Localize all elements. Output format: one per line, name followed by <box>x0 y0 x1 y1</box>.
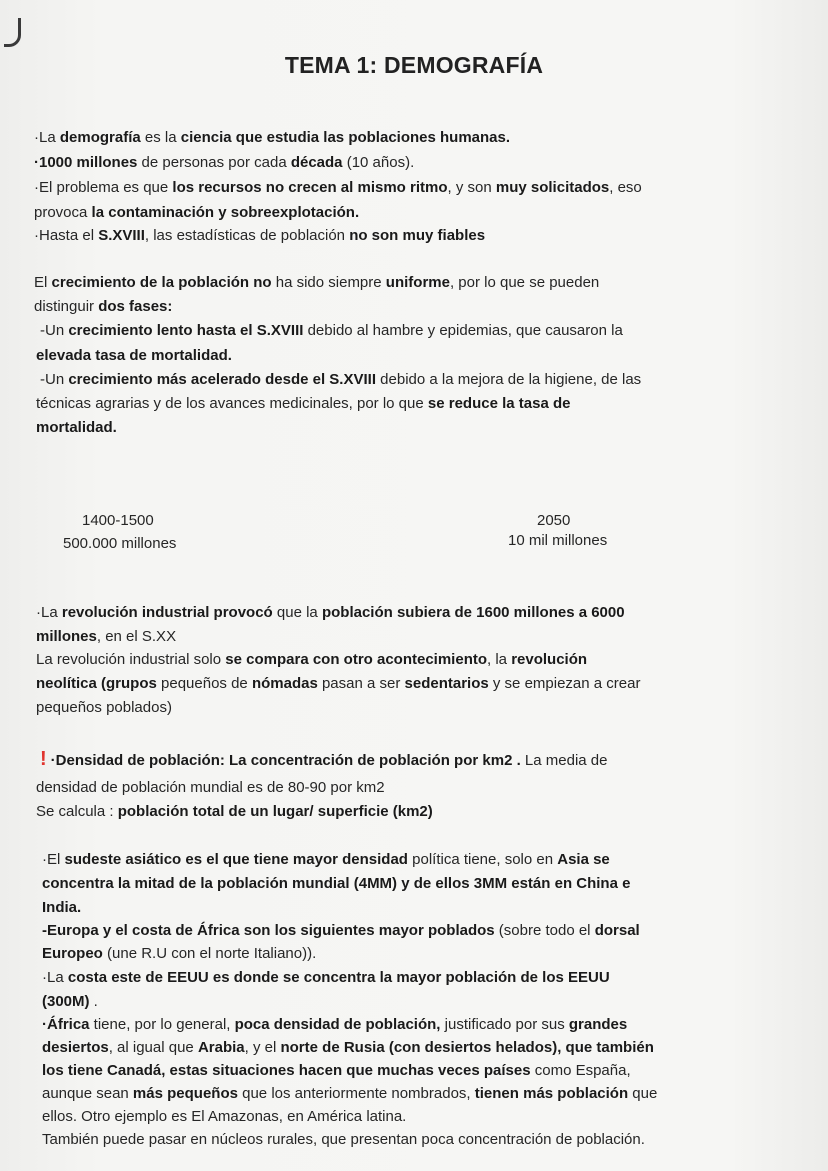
bold-text: crecimiento de la población no <box>51 274 272 291</box>
text-line <box>42 967 610 989</box>
text-line <box>42 1129 645 1151</box>
bold-text: millones <box>36 628 97 645</box>
bold-text: ciencia que estudia las poblaciones humanas. <box>180 129 511 146</box>
plain-text: También puede pasar en núcleos rurales, que presentan poca concentración de población. <box>42 1131 645 1148</box>
text-line <box>42 1106 406 1128</box>
bold-text: (300M) <box>42 993 90 1010</box>
text-line <box>36 649 587 671</box>
bold-text: la contaminación y sobreexplotación. <box>91 204 360 221</box>
plain-text: , eso <box>609 179 642 196</box>
text-line <box>34 152 414 174</box>
text-line <box>36 417 117 439</box>
bold-text: más pequeños <box>132 1085 238 1102</box>
plain-text: -Un <box>40 371 69 388</box>
bold-text: población subiera de 1600 millones a 6000 <box>321 604 625 621</box>
bold-text: poca densidad de población, <box>234 1016 441 1033</box>
plain-text: , las estadísticas de población <box>144 227 350 244</box>
text-line <box>34 272 599 294</box>
plain-text: pasan a ser <box>317 675 405 692</box>
bold-text: década <box>290 154 343 171</box>
text-line <box>42 1014 627 1036</box>
text-line <box>34 296 172 318</box>
plain-text: 500.000 millones <box>63 535 177 552</box>
text-line <box>42 943 316 965</box>
bold-text: Europeo <box>42 945 103 962</box>
text-line <box>42 1037 654 1059</box>
bold-text: los tiene Canadá, estas situaciones hacen que muchas veces países <box>42 1062 531 1079</box>
text-line <box>34 202 359 224</box>
text-line <box>36 673 640 695</box>
plain-text: ha sido siempre <box>271 274 386 291</box>
bold-text: se reduce la tasa de <box>427 395 571 412</box>
bold-text: muy solicitados <box>495 179 610 196</box>
bold-text: ·1000 millones <box>34 154 138 171</box>
plain-text: La media de <box>520 752 608 769</box>
bold-text: demografía <box>59 129 141 146</box>
text-line <box>36 345 232 367</box>
bold-text: elevada tasa de mortalidad. <box>36 347 232 364</box>
text-line <box>34 225 485 247</box>
plain-text: ·El <box>42 851 65 868</box>
plain-text: ·El problema es que <box>34 179 173 196</box>
bold-text: crecimiento más acelerado desde el S.XVIII <box>68 371 376 388</box>
plain-text: que <box>628 1085 658 1102</box>
plain-text: 2050 <box>537 512 571 529</box>
page-title: TEMA 1: DEMOGRAFÍA <box>284 52 544 78</box>
plain-text: 10 mil millones <box>508 532 608 549</box>
plain-text: pequeños de <box>156 675 252 692</box>
plain-text: ·La <box>36 604 62 621</box>
text-line <box>42 920 640 942</box>
text-line <box>42 873 630 895</box>
plain-text: y se empiezan a crear <box>488 675 641 692</box>
plain-text: (sobre todo el <box>494 922 595 939</box>
bold-text: concentra la mitad de la población mundial (4MM) y de ellos 3MM están en China e <box>42 875 631 892</box>
bold-text: revolución <box>511 651 588 668</box>
plain-text: , la <box>487 651 512 668</box>
bold-text: uniforme <box>385 274 450 291</box>
binder-ring-mark <box>4 18 21 47</box>
plain-text: justificado por sus <box>440 1016 569 1033</box>
text-line <box>40 369 641 391</box>
plain-text: , y son <box>447 179 496 196</box>
plain-text: ellos. Otro ejemplo es El Amazonas, en América latina. <box>42 1108 407 1125</box>
bold-text: S.XVIII <box>98 227 145 244</box>
text-line <box>36 777 385 799</box>
plain-text: aunque sean <box>42 1085 133 1102</box>
plain-text: -Un <box>40 322 69 339</box>
text-line <box>42 991 98 1013</box>
bold-text: desiertos <box>42 1039 109 1056</box>
bold-text: dorsal <box>594 922 640 939</box>
bold-text: neolítica (grupos <box>36 675 157 692</box>
text-line <box>34 127 510 149</box>
plain-text: es la <box>140 129 181 146</box>
bold-text: ·Densidad de población: La concentración de población por km2 . <box>50 752 521 769</box>
text-line <box>36 697 172 719</box>
bold-text: Arabia <box>197 1039 245 1056</box>
plain-text: como España, <box>530 1062 631 1079</box>
bold-text: costa este de EEUU es donde se concentra la mayor población de los EEUU <box>67 969 610 986</box>
text-line <box>82 510 154 532</box>
plain-text: (10 años). <box>342 154 415 171</box>
plain-text: que la <box>272 604 322 621</box>
text-line <box>42 897 81 919</box>
text-line <box>34 177 642 199</box>
bold-text: India. <box>42 899 82 916</box>
plain-text: 1400-1500 <box>82 512 154 529</box>
bold-text: ·África <box>42 1016 90 1033</box>
text-line <box>36 393 570 415</box>
plain-text: que los anteriormente nombrados, <box>237 1085 475 1102</box>
text-line <box>42 849 610 871</box>
bold-text: -Europa y el costa de África son los siguientes mayor poblados <box>42 922 495 939</box>
text-line <box>36 602 625 624</box>
bold-text: no son muy fiables <box>349 227 486 244</box>
plain-text: distinguir <box>34 298 99 315</box>
plain-text: . <box>89 993 98 1010</box>
text-line <box>63 533 176 555</box>
bold-text: dos fases: <box>98 298 173 315</box>
bold-text: tienen más población <box>474 1085 629 1102</box>
text-line <box>40 748 607 772</box>
bold-text: sudeste asiático es el que tiene mayor densidad <box>64 851 408 868</box>
plain-text: técnicas agrarias y de los avances medicinales, por lo que <box>36 395 428 412</box>
bold-text: mortalidad. <box>36 419 117 436</box>
plain-text: debido al hambre y epidemias, que causaron la <box>303 322 623 339</box>
plain-text: ·La <box>34 129 60 146</box>
bold-text: sedentarios <box>404 675 489 692</box>
plain-text: , y el <box>244 1039 281 1056</box>
plain-text: política tiene, solo en <box>407 851 558 868</box>
plain-text: , al igual que <box>108 1039 198 1056</box>
bold-text: nómadas <box>251 675 318 692</box>
exclamation-icon: ! <box>40 748 47 770</box>
text-line <box>42 1083 657 1105</box>
plain-text: debido a la mejora de la higiene, de las <box>376 371 642 388</box>
plain-text: (une R.U con el norte Italiano)). <box>102 945 317 962</box>
plain-text: , en el S.XX <box>96 628 177 645</box>
plain-text: tiene, por lo general, <box>89 1016 235 1033</box>
text-line <box>508 530 607 552</box>
bold-text: población total de un lugar/ superficie (km2) <box>117 803 433 820</box>
text-line <box>537 510 570 532</box>
bold-text: Asia se <box>557 851 610 868</box>
bold-text: crecimiento lento hasta el S.XVIII <box>68 322 304 339</box>
text-line <box>40 320 623 342</box>
plain-text: ·Hasta el <box>34 227 99 244</box>
plain-text: La revolución industrial solo <box>36 651 226 668</box>
plain-text: de personas por cada <box>137 154 291 171</box>
plain-text: densidad de población mundial es de 80-90 por km2 <box>36 779 385 796</box>
bold-text: se compara con otro acontecimiento <box>225 651 488 668</box>
bold-text: los recursos no crecen al mismo ritmo <box>172 179 448 196</box>
bold-text: grandes <box>568 1016 628 1033</box>
plain-text: El <box>34 274 52 291</box>
bold-text: norte de Rusia (con desiertos helados), que también <box>280 1039 654 1056</box>
text-line <box>36 626 176 648</box>
bold-text: revolución industrial provocó <box>61 604 273 621</box>
plain-text: , por lo que se pueden <box>449 274 600 291</box>
plain-text: provoca <box>34 204 92 221</box>
plain-text: ·La <box>42 969 68 986</box>
text-line <box>42 1060 631 1082</box>
plain-text: Se calcula : <box>36 803 118 820</box>
text-line <box>36 801 433 823</box>
plain-text: pequeños poblados) <box>36 699 172 716</box>
